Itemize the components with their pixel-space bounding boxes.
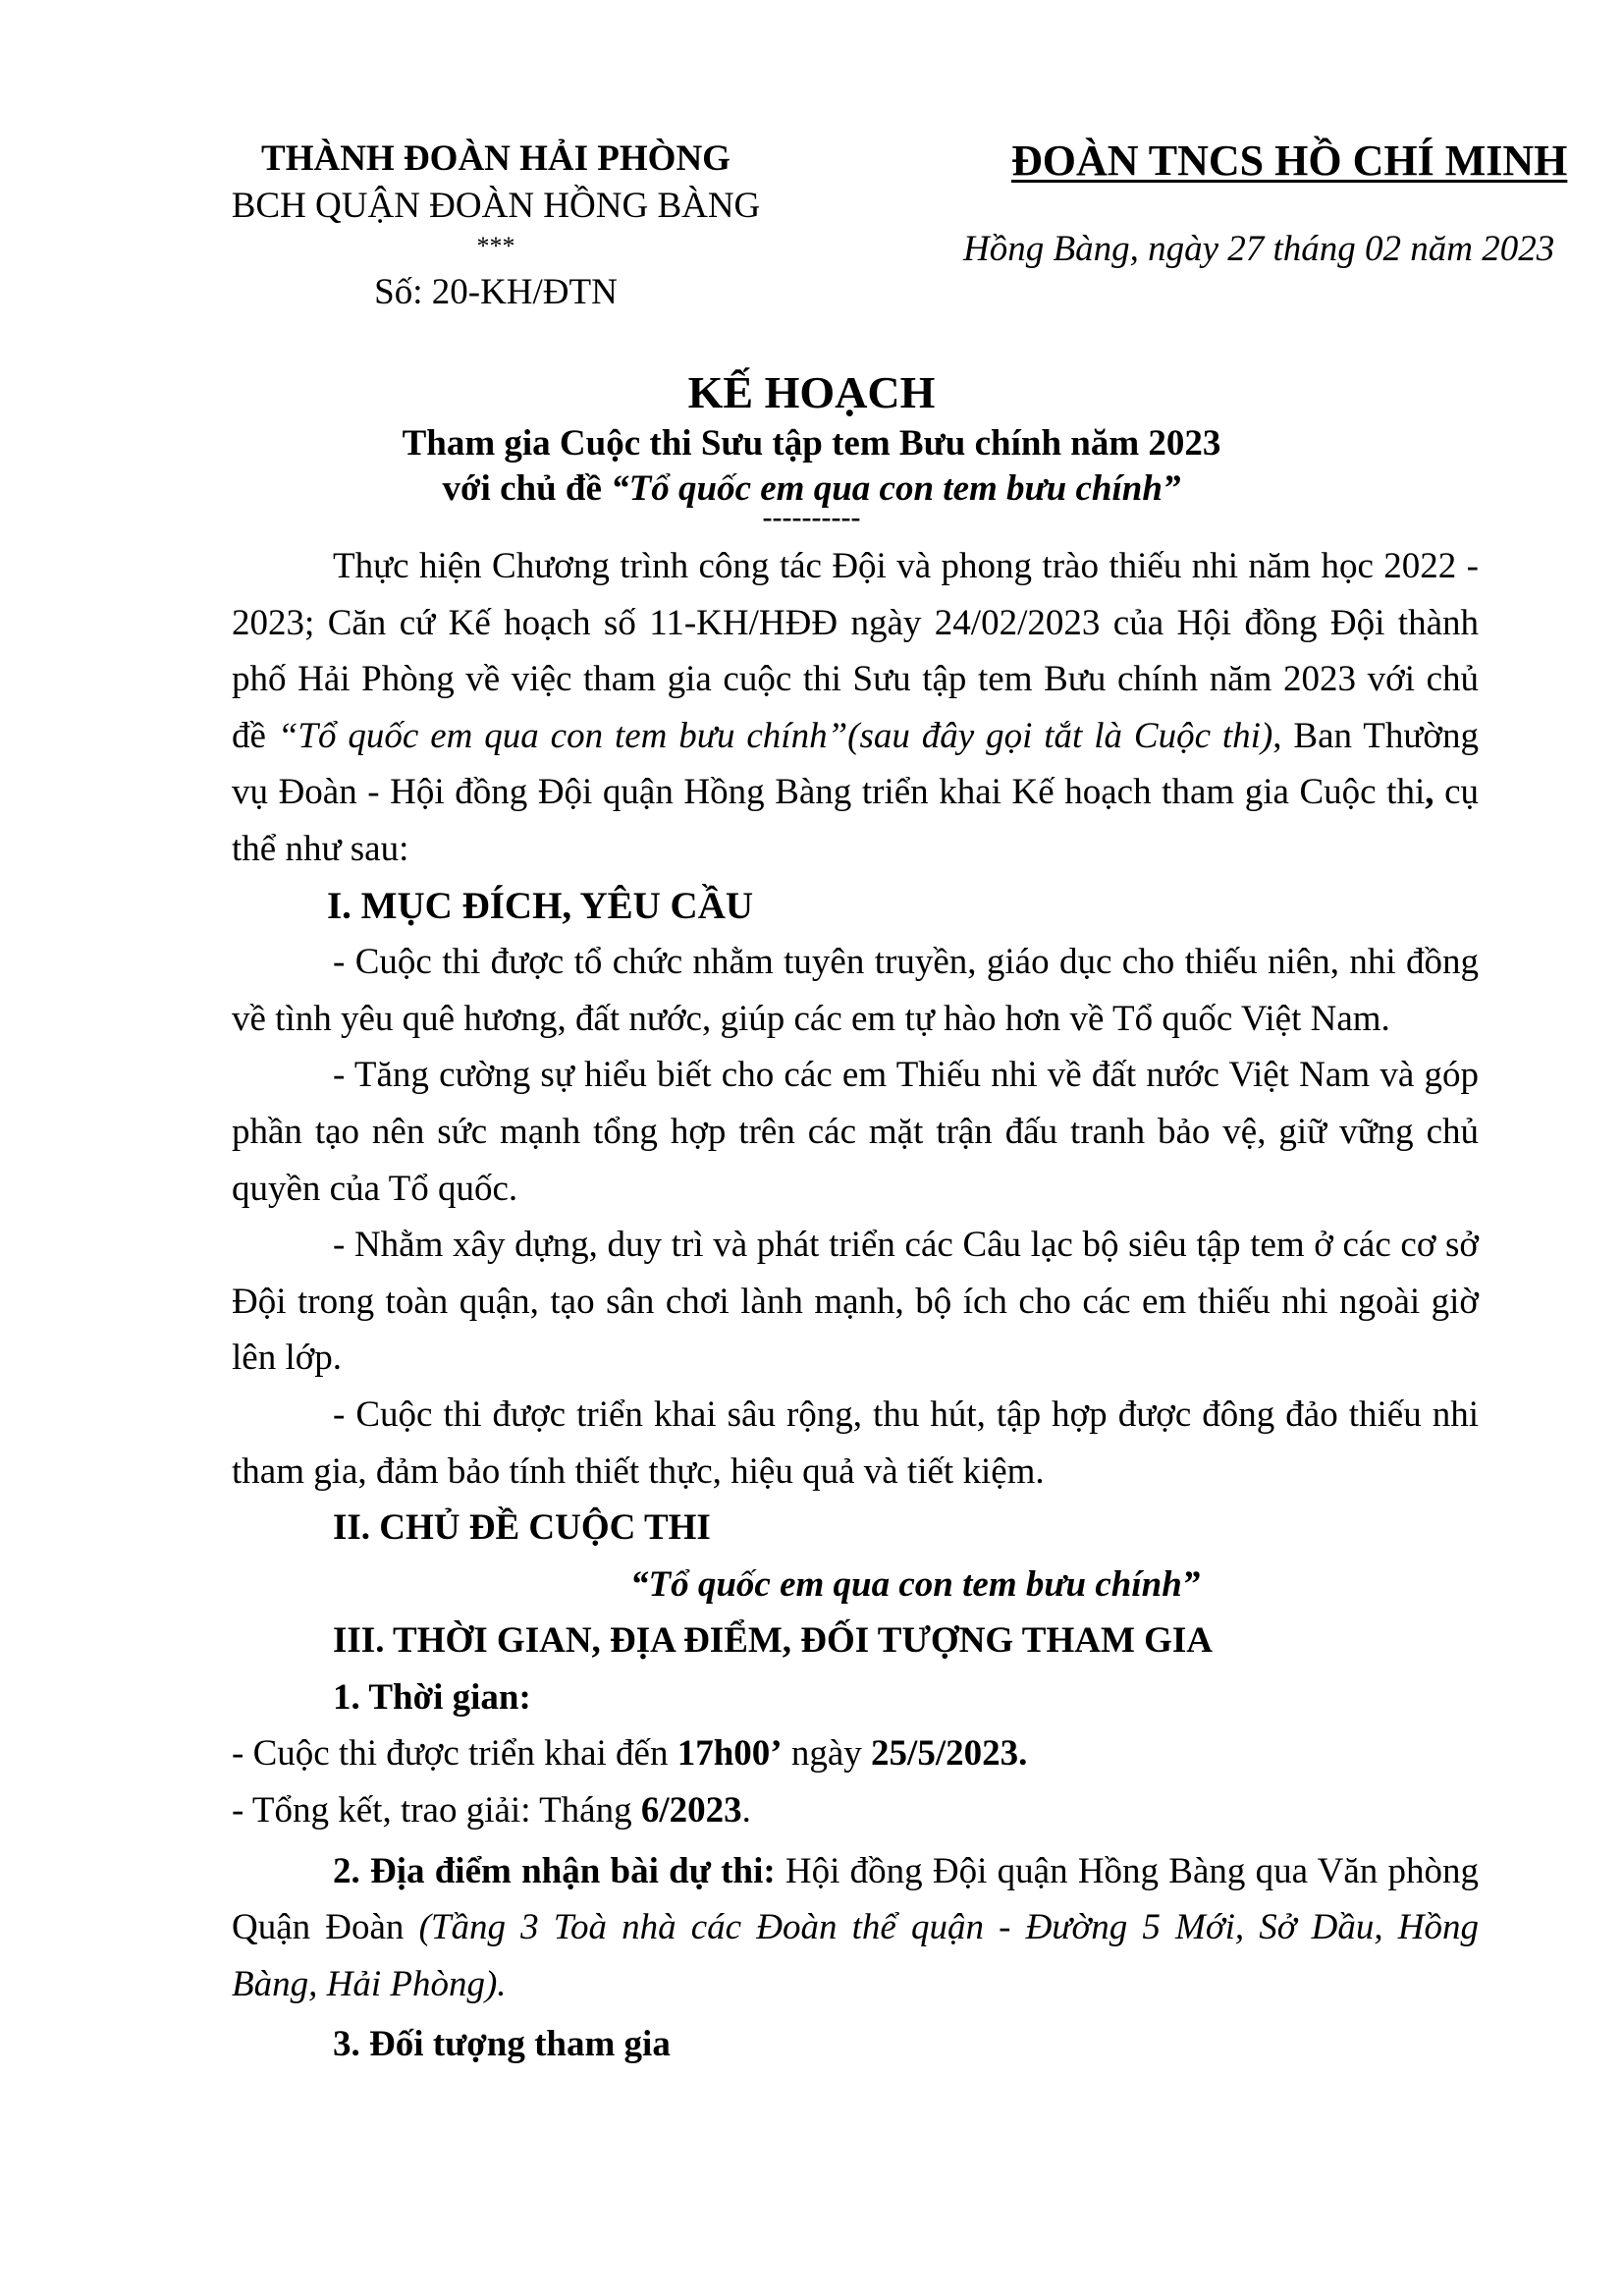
section1-item: - Tăng cường sự hiểu biết cho các em Thiếu nhi về đất nước Việt Nam và góp phần tạo nên sức mạnh tổng hợp trên các mặt trận đấu tranh bảo vệ, giữ vững chủ quyền của Tổ quốc. xyxy=(232,1055,1479,1209)
document-body xyxy=(232,509,1479,2073)
doc-number: Số: 20-KH/ĐTN xyxy=(374,272,618,312)
stars-separator: *** xyxy=(476,232,515,260)
section3-heading: III. THỜI GIAN, ĐỊA ĐIỂM, ĐỐI TƯỢNG THAM GIA xyxy=(333,1620,1214,1662)
section3-sub3: 3. Đối tượng tham gia xyxy=(333,2024,671,2065)
union-name: ĐOÀN TNCS HỒ CHÍ MINH xyxy=(1011,137,1568,185)
section2-theme: “Tổ quốc em qua con tem bưu chính” xyxy=(630,1563,1201,1605)
time-line2: - Tổng kết, trao giải: Tháng 6/2023. xyxy=(232,1790,751,1831)
doc-subtitle-theme: với chủ đề “Tổ quốc em qua con tem bưu chính” xyxy=(442,468,1181,509)
intro-paragraph: Thực hiện Chương trình công tác Đội và phong trào thiếu nhi năm học 2022 - 2023; Căn cứ Kế hoạch số 11-KH/HĐĐ ngày 24/02/2023 của Hội đồng Đội thành phố Hải Phòng về việc tham gia cuộc thi Sưu tập tem Bưu chính năm 2023 với chủ đề “Tổ quốc em qua con tem bưu chính”(sau đây gọi tắt là Cuộc thi), Ban Thường vụ Đoàn - Hội đồng Đội quận Hồng Bàng triển khai Kế hoạch tham gia Cuộc thi, cụ thể như sau: xyxy=(232,546,1479,869)
place-paragraph: 2. Địa điểm nhận bài dự thi: Hội đồng Đội quận Hồng Bàng qua Văn phòng Quận Đoàn (Tầng 3 Toà nhà các Đoàn thể quận - Đường 5 Mới, Sở Dầu, Hồng Bàng, Hải Phòng). xyxy=(232,1850,1480,2004)
org-line1: THÀNH ĐOÀN HẢI PHÒNG xyxy=(261,138,730,179)
section1-item: - Cuộc thi được tổ chức nhằm tuyên truyền, giáo dục cho thiếu niên, nhi đồng về tình yêu quê hương, đất nước, giúp các em tự hào hơn về Tổ quốc Việt Nam. xyxy=(232,942,1479,1039)
section1-heading: I. MỤC ĐÍCH, YÊU CẦU xyxy=(327,884,754,927)
section2-heading: II. CHỦ ĐỀ CUỘC THI xyxy=(333,1507,711,1549)
section1-item: - Nhằm xây dựng, duy trì và phát triển các Câu lạc bộ siêu tập tem ở các cơ sở Đội trong toàn quận, tạo sân chơi lành mạnh, bộ ích cho các em thiếu nhi ngoài giờ lên lớp. xyxy=(232,1225,1479,1379)
org-line2: BCH QUẬN ĐOÀN HỒNG BÀNG xyxy=(231,186,761,226)
section1-item: - Cuộc thi được triển khai sâu rộng, thu hút, tập hợp được đông đảo thiếu nhi tham gia, đảm bảo tính thiết thực, hiệu quả và tiết kiệm. xyxy=(232,1394,1479,1492)
section3-sub1: 1. Thời gian: xyxy=(333,1676,531,1718)
doc-title: KẾ HOẠCH xyxy=(687,367,936,417)
time-line1: - Cuộc thi được triển khai đến 17h00’ ngày 25/5/2023. xyxy=(232,1733,1028,1775)
title-separator: ---------- xyxy=(762,501,861,533)
doc-subtitle: Tham gia Cuộc thi Sưu tập tem Bưu chính năm 2023 xyxy=(402,423,1221,464)
place-date: Hồng Bàng, ngày 27 tháng 02 năm 2023 xyxy=(963,229,1555,269)
